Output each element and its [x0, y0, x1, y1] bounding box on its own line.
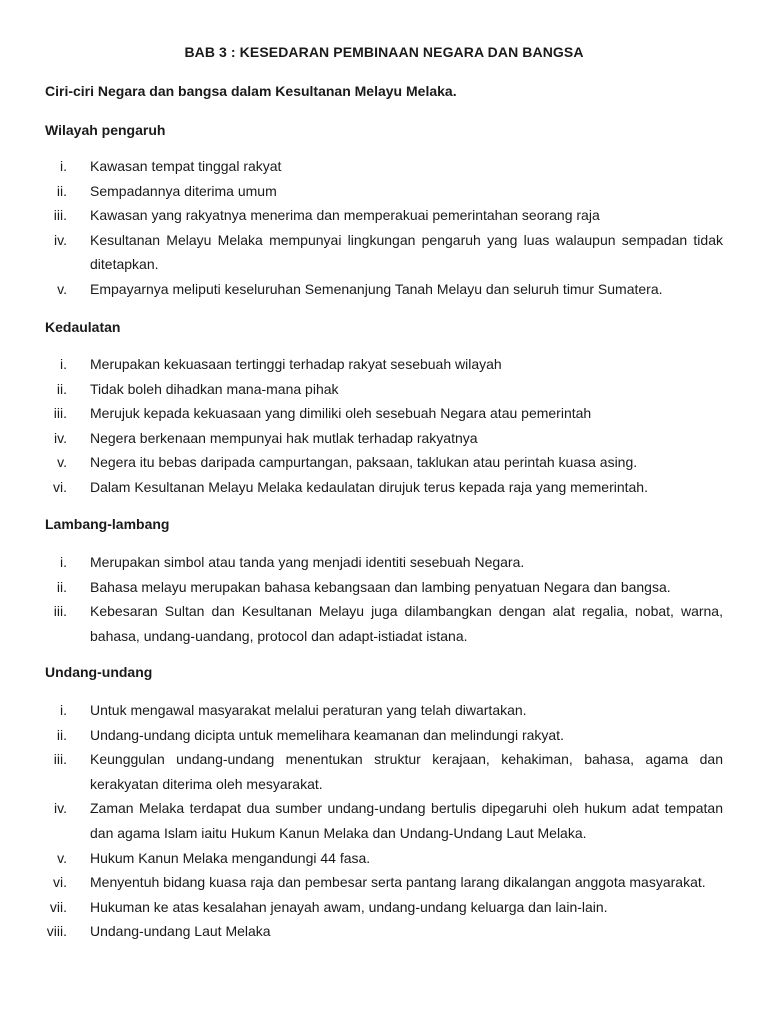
item-text: Tidak boleh dihadkan mana-mana pihak: [90, 380, 339, 397]
item-number: v.: [57, 280, 67, 297]
section-heading: Wilayah pengaruh: [45, 122, 166, 138]
list-item: [0, 698, 768, 723]
item-number: vii.: [49, 898, 67, 915]
item-text: Empayarnya meliputi keseluruhan Semenanjung Tanah Melayu dan seluruh timur Sumatera.: [90, 280, 663, 297]
item-text: Kebesaran Sultan dan Kesultanan Melayu juga dilambangkan dengan alat regalia, nobat, warna, bahasa, undang-uandang, protocol dan adapt-istiadat istana.: [90, 603, 723, 644]
list-item: [0, 550, 768, 575]
item-number: ii.: [56, 182, 67, 199]
item-text: Dalam Kesultanan Melayu Melaka kedaulatan dirujuk terus kepada raja yang memerintah.: [90, 478, 648, 495]
item-text: Hukum Kanun Melaka mengandungi 44 fasa.: [90, 849, 371, 866]
item-list: [0, 698, 768, 944]
item-text: Merupakan simbol atau tanda yang menjadi identiti sesebuah Negara.: [90, 554, 525, 570]
item-number: viii.: [46, 923, 67, 940]
item-number: i.: [60, 356, 67, 372]
list-item: [0, 154, 768, 179]
list-item: [0, 203, 768, 228]
list-item: [0, 575, 768, 600]
item-text: Undang-undang Laut Melaka: [90, 923, 271, 940]
item-text: Bahasa melayu merupakan bahasa kebangsaan dan lambing penyatuan Negara dan bangsa.: [90, 578, 671, 595]
item-text: Zaman Melaka terdapat dua sumber undang-undang bertulis dipegaruhi oleh hukum adat tempatan dan agama Islam iaitu Hukum Kanun Melaka dan Undang-Undang Laut Melaka.: [90, 800, 723, 841]
item-number: vi.: [53, 874, 67, 891]
item-list: [0, 154, 768, 302]
list-item: [0, 796, 768, 845]
list-item: [0, 228, 768, 277]
section-heading: Kedaulatan: [45, 319, 121, 335]
section-heading: Lambang-lambang: [45, 516, 170, 532]
section-heading: Undang-undang: [45, 664, 153, 680]
list-item: [0, 377, 768, 402]
item-number: v.: [57, 849, 67, 866]
item-number: ii.: [56, 578, 67, 595]
item-list: [0, 352, 768, 500]
list-item: [0, 919, 768, 944]
item-text: Kawasan tempat tinggal rakyat: [90, 158, 282, 174]
list-item: [0, 352, 768, 377]
item-text: Kawasan yang rakyatnya menerima dan memperakuai pemerintahan seorang raja: [90, 207, 600, 224]
item-text: Merupakan kekuasaan tertinggi terhadap rakyat sesebuah wilayah: [90, 356, 502, 372]
item-text: Menyentuh bidang kuasa raja dan pembesar serta pantang larang dikalangan anggota masyarakat.: [90, 874, 706, 891]
item-text: Merujuk kepada kekuasaan yang dimiliki oleh sesebuah Negara atau pemerintah: [90, 405, 592, 422]
list-item: [0, 599, 768, 648]
item-text: Keunggulan undang-undang menentukan struktur kerajaan, kehakiman, bahasa, agama dan kerakyatan diterima oleh mesyarakat.: [90, 751, 723, 792]
item-number: iv.: [54, 429, 67, 446]
page-subtitle: Ciri-ciri Negara dan bangsa dalam Kesultanan Melayu Melaka.: [45, 83, 457, 99]
item-text: Hukuman ke atas kesalahan jenayah awam, undang-undang keluarga dan lain-lain.: [90, 898, 608, 915]
item-text: Kesultanan Melayu Melaka mempunyai lingkungan pengaruh yang luas walaupun sempadan tidak ditetapkan.: [90, 231, 723, 273]
item-number: iii.: [53, 603, 67, 620]
item-list: [0, 550, 768, 648]
item-number: i.: [60, 554, 67, 570]
list-item: [0, 870, 768, 895]
item-number: iv.: [54, 231, 67, 248]
list-item: [0, 846, 768, 871]
item-text: Negera berkenaan mempunyai hak mutlak terhadap rakyatnya: [90, 429, 478, 446]
list-item: [0, 179, 768, 204]
list-item: [0, 426, 768, 451]
item-text: Undang-undang dicipta untuk memelihara keamanan dan melindungi rakyat.: [90, 726, 564, 743]
item-text: Untuk mengawal masyarakat melalui peraturan yang telah diwartakan.: [90, 702, 527, 718]
list-item: [0, 895, 768, 920]
page-title: BAB 3 : KESEDARAN PEMBINAAN NEGARA DAN BANGSA: [184, 44, 584, 60]
item-text: Sempadannya diterima umum: [90, 182, 277, 199]
item-number: iii.: [53, 405, 67, 422]
list-item: [0, 450, 768, 475]
list-item: [0, 277, 768, 302]
list-item: [0, 723, 768, 748]
item-number: iv.: [54, 800, 67, 817]
item-number: ii.: [56, 726, 67, 743]
list-item: [0, 747, 768, 796]
item-text: Negera itu bebas daripada campurtangan, paksaan, taklukan atau perintah kuasa asing.: [90, 454, 638, 471]
list-item: [0, 475, 768, 500]
list-item: [0, 401, 768, 426]
item-number: i.: [60, 158, 67, 174]
item-number: vi.: [53, 478, 67, 495]
item-number: iii.: [53, 207, 67, 224]
item-number: i.: [60, 702, 67, 718]
item-number: v.: [57, 454, 67, 471]
item-number: ii.: [56, 380, 67, 397]
item-number: iii.: [53, 751, 67, 768]
